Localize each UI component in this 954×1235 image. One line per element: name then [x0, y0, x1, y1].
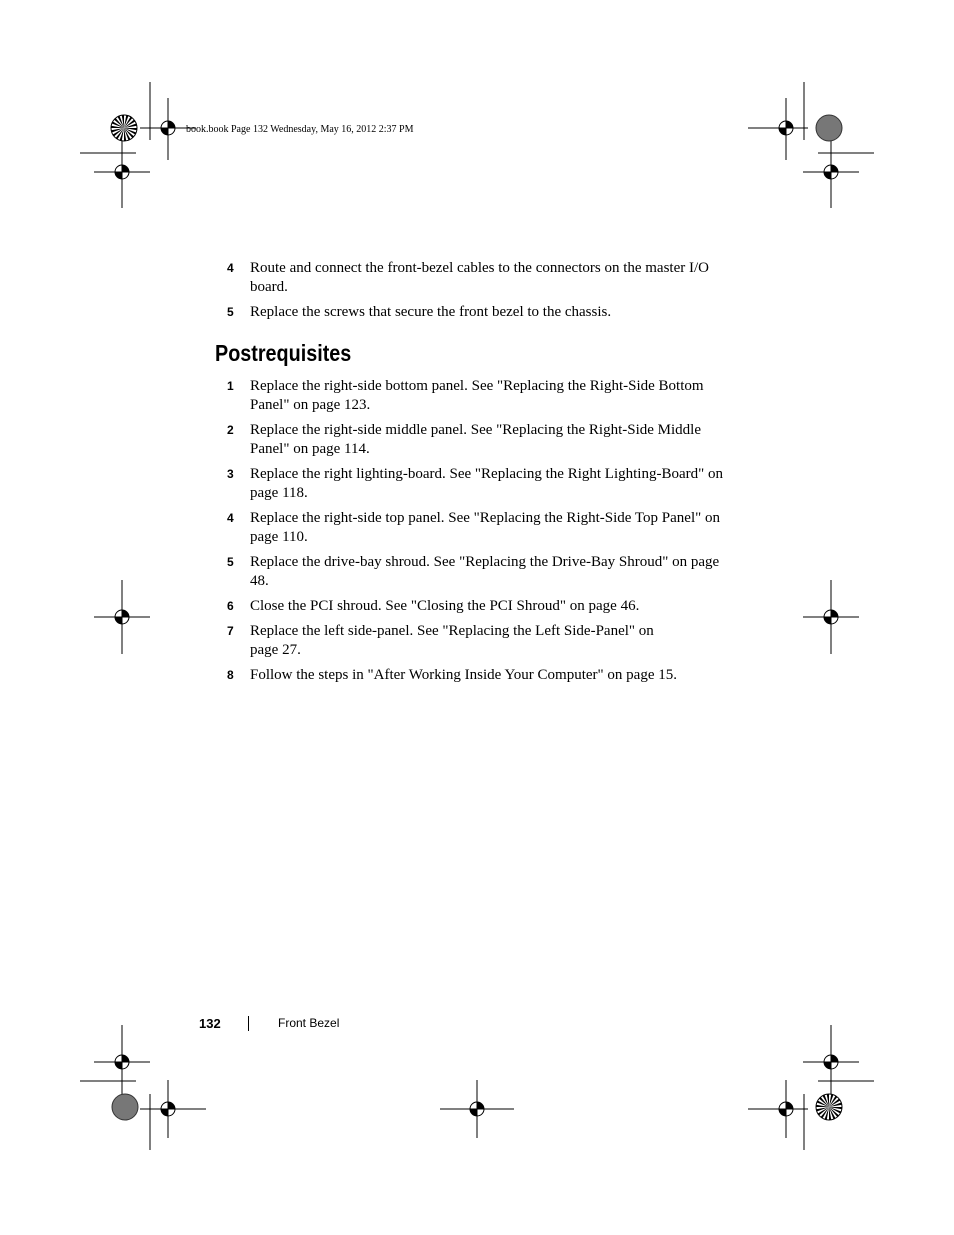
step-number: 6 [227, 599, 234, 613]
step-number: 4 [227, 261, 234, 275]
grey-dot-mark-bottom-left [112, 1094, 138, 1120]
step-text: Replace the drive-bay shroud. See "Replacing the Drive-Bay Shroud" on page 48. [250, 554, 720, 589]
list-item [227, 259, 727, 297]
list-item [227, 465, 727, 503]
step-number: 2 [227, 423, 234, 437]
step-text: Close the PCI shroud. See "Closing the PCI Shroud" on page 46. [250, 598, 640, 614]
list-item [227, 666, 727, 685]
step-text: Route and connect the front-bezel cables to the connectors on the master I/O board. [250, 260, 709, 295]
step-number: 8 [227, 668, 234, 682]
list-item [227, 597, 727, 616]
list-item [227, 303, 727, 322]
grey-dot-mark-top-right [816, 115, 842, 141]
step-text: Replace the right-side top panel. See "Replacing the Right-Side Top Panel" on page 110. [250, 510, 720, 545]
list-item [227, 421, 727, 459]
footer-section-title: Front Bezel [278, 1016, 340, 1030]
section-heading: Postrequisites [215, 340, 352, 366]
step-text: Replace the right lighting-board. See "Replacing the Right Lighting-Board" on page 118. [250, 466, 723, 501]
step-number: 5 [227, 305, 234, 319]
list-item [227, 553, 727, 591]
step-text: Replace the right-side middle panel. See "Replacing the Right-Side Middle Panel" on page 114. [250, 422, 702, 457]
print-slug: book.book Page 132 Wednesday, May 16, 2012 2:37 PM [186, 124, 414, 135]
step-text: Replace the left side-panel. See "Replacing the Left Side-Panel" on page 27. [250, 623, 654, 658]
list-item [227, 622, 727, 660]
postrequisites-list [227, 377, 727, 685]
starburst-mark-bottom-right [816, 1094, 842, 1120]
step-text: Replace the right-side bottom panel. See "Replacing the Right-Side Bottom Panel" on page 123. [250, 378, 704, 413]
starburst-mark-top-left [111, 115, 137, 141]
list-item [227, 509, 727, 547]
step-text: Follow the steps in "After Working Inside Your Computer" on page 15. [250, 667, 677, 683]
list-item [227, 377, 727, 415]
step-text: Replace the screws that secure the front bezel to the chassis. [250, 304, 612, 320]
footer-divider [248, 1016, 249, 1031]
page-number: 132 [199, 1016, 221, 1031]
step-number: 4 [227, 511, 234, 525]
step-number: 3 [227, 467, 234, 481]
step-number: 7 [227, 624, 234, 638]
steps-continued-list [227, 259, 727, 322]
step-number: 1 [227, 379, 234, 393]
step-number: 5 [227, 555, 234, 569]
